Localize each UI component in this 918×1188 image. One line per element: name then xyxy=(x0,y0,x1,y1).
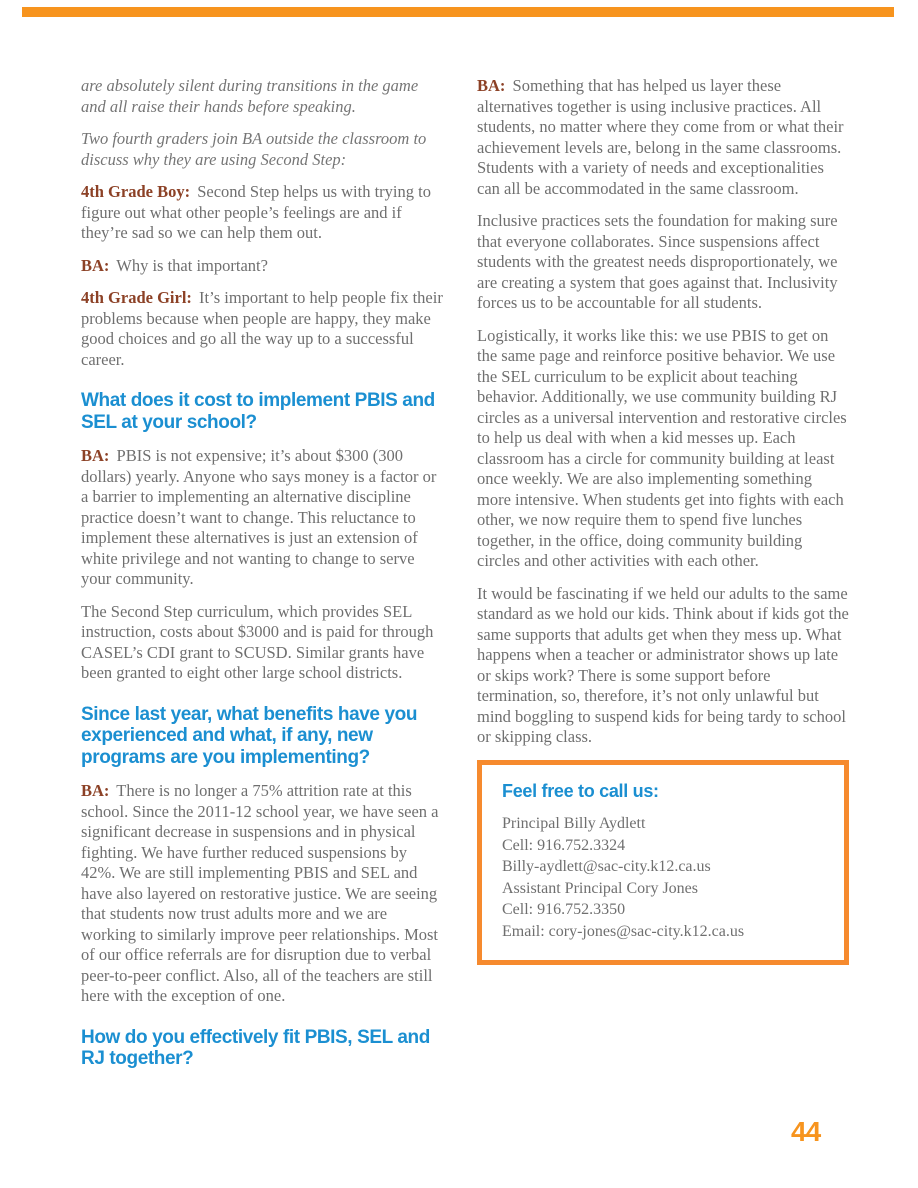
contact-callout-box xyxy=(477,760,849,966)
contact-line: Principal Billy Aydlett xyxy=(502,815,646,832)
qa-text: PBIS is not expensive; it’s about $300 (300 dollars) yearly. Anyone who says money is a factor or a barrier to implementing an alternative discipline practice doesn’t want to change. This reluctance to implement these alternatives is just an extension of white privilege and not wanting to change to serve your community. xyxy=(81,446,437,588)
speaker-label: BA: xyxy=(477,76,506,95)
qa-paragraph xyxy=(81,446,445,590)
contact-line: Assistant Principal Cory Jones xyxy=(502,879,698,897)
body-paragraph: Logistically, it works like this: we use PBIS to get on the same page and reinforce positive behavior. We use the SEL curriculum to be explicit about teaching behavior. Additionally, we use community building RJ circles as a universal intervention and restorative circles to help us deal with when a kid messes up. Each classroom has a circle for community building at least once weekly. We are also implementing something more intensive. When students get into fights with each other, we now require them to spend five lunches together, in the office, doing community building circles and other activities with each other. xyxy=(477,325,847,570)
qa-paragraph xyxy=(81,288,445,370)
speaker-label: 4th Grade Boy: xyxy=(81,182,191,201)
contact-line: Cell: 916.752.3324 xyxy=(502,836,626,854)
contact-line: Email: cory-jones@sac-city.k12.ca.us xyxy=(502,922,745,940)
body-paragraph: The Second Step curriculum, which provides SEL instruction, costs about $3000 and is paid for through CASEL’s CDI grant to SCUSD. Similar grants have been granted to eight other large school districts. xyxy=(81,601,434,682)
speaker-label: BA: xyxy=(81,781,110,800)
page-number: 44 xyxy=(791,1116,821,1147)
section-heading-benefits: Since last year, what benefits have you experienced and what, if any, new programs are you implementing? xyxy=(81,703,418,768)
qa-text: Something that has helped us layer these alternatives together is using inclusive practices. All students, no matter where they come from or what their achievement levels are, belong in the same classrooms. Students with a variety of needs and exceptionalities can all be accommodated in the same classroom. xyxy=(477,76,844,198)
qa-paragraph xyxy=(81,781,445,1007)
contact-line: Cell: 916.752.3350 xyxy=(502,901,626,918)
speaker-label: 4th Grade Girl: xyxy=(81,288,192,307)
qa-paragraph xyxy=(81,182,445,244)
speaker-label: BA: xyxy=(81,446,110,465)
intro-paragraph: are absolutely silent during transitions in the game and all raise their hands before speaking. xyxy=(81,76,419,116)
right-column xyxy=(477,76,849,965)
qa-paragraph xyxy=(81,256,445,277)
section-heading-cost: What does it cost to implement PBIS and SEL at your school? xyxy=(81,390,435,433)
section-heading-fit: How do you effectively fit PBIS, SEL and RJ together? xyxy=(81,1026,430,1069)
qa-text: Second Step helps us with trying to figure out what other people’s feelings are and if they’re sad so we can help them out. xyxy=(81,182,431,242)
qa-text: It’s important to help people fix their problems because when people are happy, they make good choices and go all the way up to a successful career. xyxy=(81,288,443,369)
body-paragraph: It would be fascinating if we held our adults to the same standard as we hold our kids. Think about if kids got the same supports that adults get when they mess up. What happens when a teacher or administrator shows up late or skips work? There is some support before termination, so, therefore, it’s not only unlawful but mind boggling to suspend kids for being tardy to school or skipping class. xyxy=(477,583,849,746)
qa-text: Why is that important? xyxy=(116,255,268,275)
qa-text: There is no longer a 75% attrition rate at this school. Since the 2011-12 school year, we have seen a significant decrease in suspensions and in physical fighting. We have further reduced suspensions by 42%. We are still implementing PBIS and SEL and have also layered on restorative justice. We are seeing that students now trust adults more and we are working to similarly improve peer relationships. Most of our office referrals are for disruption due to verbal peer-to-peer conflict. Also, all of the teachers are still here with the exception of one. xyxy=(81,781,439,1005)
top-accent-bar xyxy=(22,7,894,17)
callout-heading: Feel free to call us: xyxy=(502,780,659,801)
intro-paragraph: Two fourth graders join BA outside the classroom to discuss why they are using Second Step: xyxy=(81,129,427,169)
contact-line: Billy-aydlett@sac-city.k12.ca.us xyxy=(502,858,711,875)
body-paragraph: Inclusive practices sets the foundation for making sure that everyone collaborates. Since suspensions affect students with the greatest needs disproportionately, we are creating a system that goes against that. Inclusivity forces us to be accountable for all students. xyxy=(477,211,838,312)
speaker-label: BA: xyxy=(81,255,110,275)
qa-paragraph xyxy=(477,76,849,199)
left-column xyxy=(81,76,445,1083)
